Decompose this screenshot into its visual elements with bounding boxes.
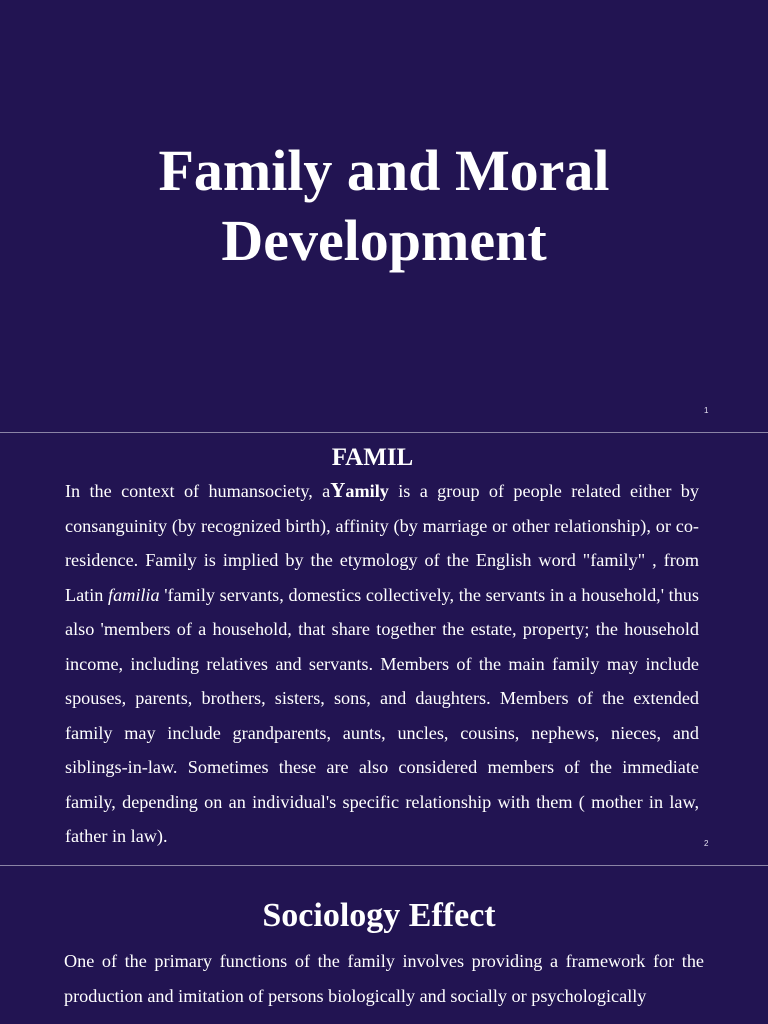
slide-family xyxy=(0,433,768,865)
page-number: 1 xyxy=(704,406,709,415)
section-heading: FAMIL xyxy=(331,444,414,471)
paragraph-part: 'family servants, domestics collectively, the servants in a household,' thus also 'members of a household, that share together the estate, property; the household income, including relatives and servants. Members of the main family may include spouses, parents, brothers, sisters, sons, and daughters. Members of the extended family may include grandparents, aunts, uncles, cousins, nephews, nieces, and siblings-in-law. Sometimes these are also considered members of the immediate family, depending on an individual's specific relationship with them ( mother in law, father in law). xyxy=(65,584,699,846)
latin-term: familia xyxy=(108,584,160,605)
paragraph-bold-word: amily xyxy=(345,481,389,501)
paragraph-drop-letter: Y xyxy=(330,478,346,502)
title-line-1: Family and Moral xyxy=(158,138,610,203)
title-line-2: Development xyxy=(221,208,547,273)
section-heading: Sociology Effect xyxy=(262,897,496,934)
presentation-title xyxy=(0,136,768,276)
sociology-paragraph: One of the primary functions of the family involves providing a framework for the production and imitation of persons biologically and socially or psychologically xyxy=(64,951,704,1006)
slide-sociology xyxy=(0,866,768,1024)
family-paragraph xyxy=(65,473,699,854)
paragraph-part: is a group of people related either by consanguinity (by recognized birth), affinity (by marriage or other relationship), or co-residence. Family is implied by the etymology of the English word "family" , from Latin xyxy=(65,481,699,605)
page-number: 2 xyxy=(704,839,709,848)
paragraph-part: In the context of humansociety, a xyxy=(65,481,331,501)
slide-title xyxy=(0,0,768,432)
